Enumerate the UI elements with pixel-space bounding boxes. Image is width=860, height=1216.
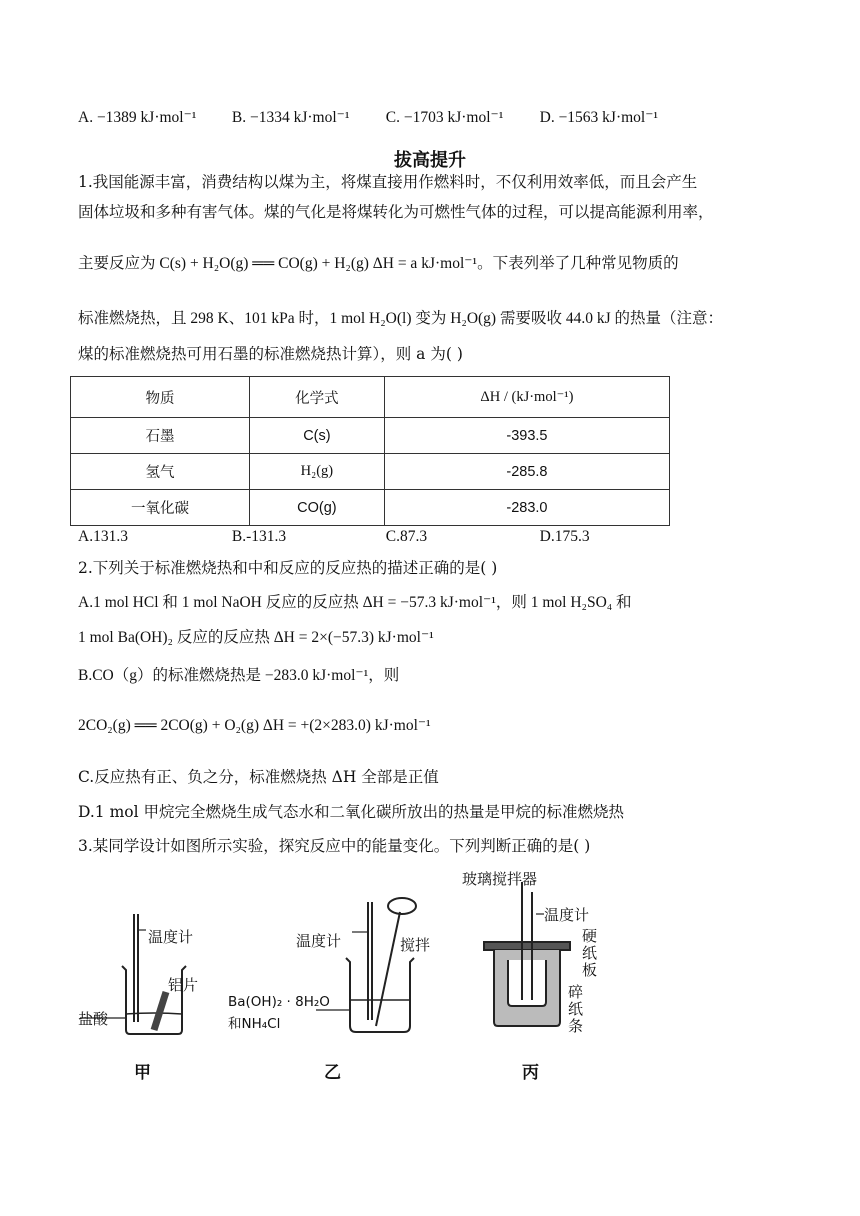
q2-option-b-line-2: 2CO₂(g) ══ 2CO(g) + O₂(g) ΔH = +(2×283.0) kJ·mol⁻¹ [78,717,431,734]
col-substance: 物质 [71,377,250,418]
yi-reagent-label-1: Ba(OH)₂ · 8H₂O [228,994,330,1010]
apparatus-drawing [70,862,630,1082]
option-b: B. −1334 kJ·mol⁻¹ [231,109,350,126]
cell-formula: CO(g) [249,490,384,526]
q1-line-3: 主要反应为 C(s) + H₂O(g) ══ CO(g) + H₂(g) ΔH = a kJ·mol⁻¹。下表列举了几种常见物质的 [78,255,679,272]
q1-line-2: 固体垃圾和多种有害气体。煤的气化是将煤转化为可燃性气体的过程，可以提高能源利用率， [78,203,714,221]
q2-option-c: C.反应热有正、负之分，标准燃烧热 ΔH 全部是正值 [78,768,439,786]
bing-paper-label [568,984,583,1035]
bing-thermometer-label: 温度计 [544,906,590,924]
cell-delta-h: -285.8 [384,454,669,490]
q2-stem: 2.下列关于标准燃烧热和中和反应的反应热的描述正确的是( ) [78,559,498,577]
bing-paper-char: 条 [568,1017,584,1035]
jia-caption: 甲 [134,1063,151,1083]
q1-line-4: 标准燃烧热，且 298 K、101 kPa 时，1 mol H₂O(l) 变为 H₂O(g) 需要吸收 44.0 kJ 的热量（注意： [78,310,724,327]
previous-options [78,108,658,128]
experiment-figure [70,862,630,1082]
yi-apparatus [316,898,416,1032]
bing-board-char: 纸 [582,944,598,962]
bing-paper-char: 纸 [568,1000,584,1018]
option-a: A. −1389 kJ·mol⁻¹ [78,109,197,126]
jia-thermometer-label: 温度计 [148,928,194,946]
q1-line-1: 1.我国能源丰富，消费结构以煤为主，将煤直接用作燃料时，不仅利用效率低，而且会产生 [78,173,698,191]
bing-stirrer-label: 玻璃搅拌器 [462,870,538,888]
table-row [71,454,670,490]
option-a: A.131.3 [78,528,128,545]
jia-foil-label: 铝片 [168,976,199,994]
table-row [71,490,670,526]
cell-substance: 石墨 [71,418,250,454]
bing-caption: 丙 [522,1063,539,1083]
option-c: C.87.3 [385,528,428,545]
jia-acid-label: 盐酸 [78,1010,109,1028]
q2-option-b-line-1: B.CO（g）的标准燃烧热是 −283.0 kJ·mol⁻¹，则 [78,667,400,684]
q1-line-5: 煤的标准燃烧热可用石墨的标准燃烧热计算），则 a 为( ) [78,345,463,363]
q2-option-a-line-1: A.1 mol HCl 和 1 mol NaOH 反应的反应热 ΔH = −57.3 kJ·mol⁻¹，则 1 mol H₂SO₄ 和 [78,594,632,611]
table-header-row [71,377,670,418]
q3-stem: 3.某同学设计如图所示实验，探究反应中的能量变化。下列判断正确的是( ) [78,837,591,855]
cell-substance: 氢气 [71,454,250,490]
cell-substance: 一氧化碳 [71,490,250,526]
option-c: C. −1703 kJ·mol⁻¹ [385,109,504,126]
yi-caption: 乙 [324,1063,341,1083]
yi-stir-label: 搅拌 [400,936,431,954]
bing-board-char: 板 [582,961,598,979]
q2-option-d: D.1 mol 甲烷完全燃烧生成气态水和二氧化碳所放出的热量是甲烷的标准燃烧热 [78,803,625,821]
table-row [71,418,670,454]
combustion-heat-table [70,376,670,526]
cell-formula: H₂(g) [249,454,384,490]
option-d: D. −1563 kJ·mol⁻¹ [539,109,659,126]
option-b: B.-131.3 [231,528,287,545]
cell-formula: C(s) [249,418,384,454]
col-formula: 化学式 [249,377,384,418]
bing-board-char: 硬 [582,927,598,945]
q1-options [78,527,590,547]
cell-delta-h: -393.5 [384,418,669,454]
bing-paper-char: 碎 [568,983,584,1001]
col-delta-h: ΔH / (kJ·mol⁻¹) [384,377,669,418]
option-d: D.175.3 [539,528,590,545]
yi-reagent-label-2: 和NH₄Cl [228,1016,281,1032]
cell-delta-h: -283.0 [384,490,669,526]
q2-option-a-line-2: 1 mol Ba(OH)₂ 反应的反应热 ΔH = 2×(−57.3) kJ·mol⁻¹ [78,629,434,646]
bing-board-label [582,928,597,979]
section-title: 拔高提升 [394,150,466,171]
yi-thermometer-label: 温度计 [296,932,342,950]
